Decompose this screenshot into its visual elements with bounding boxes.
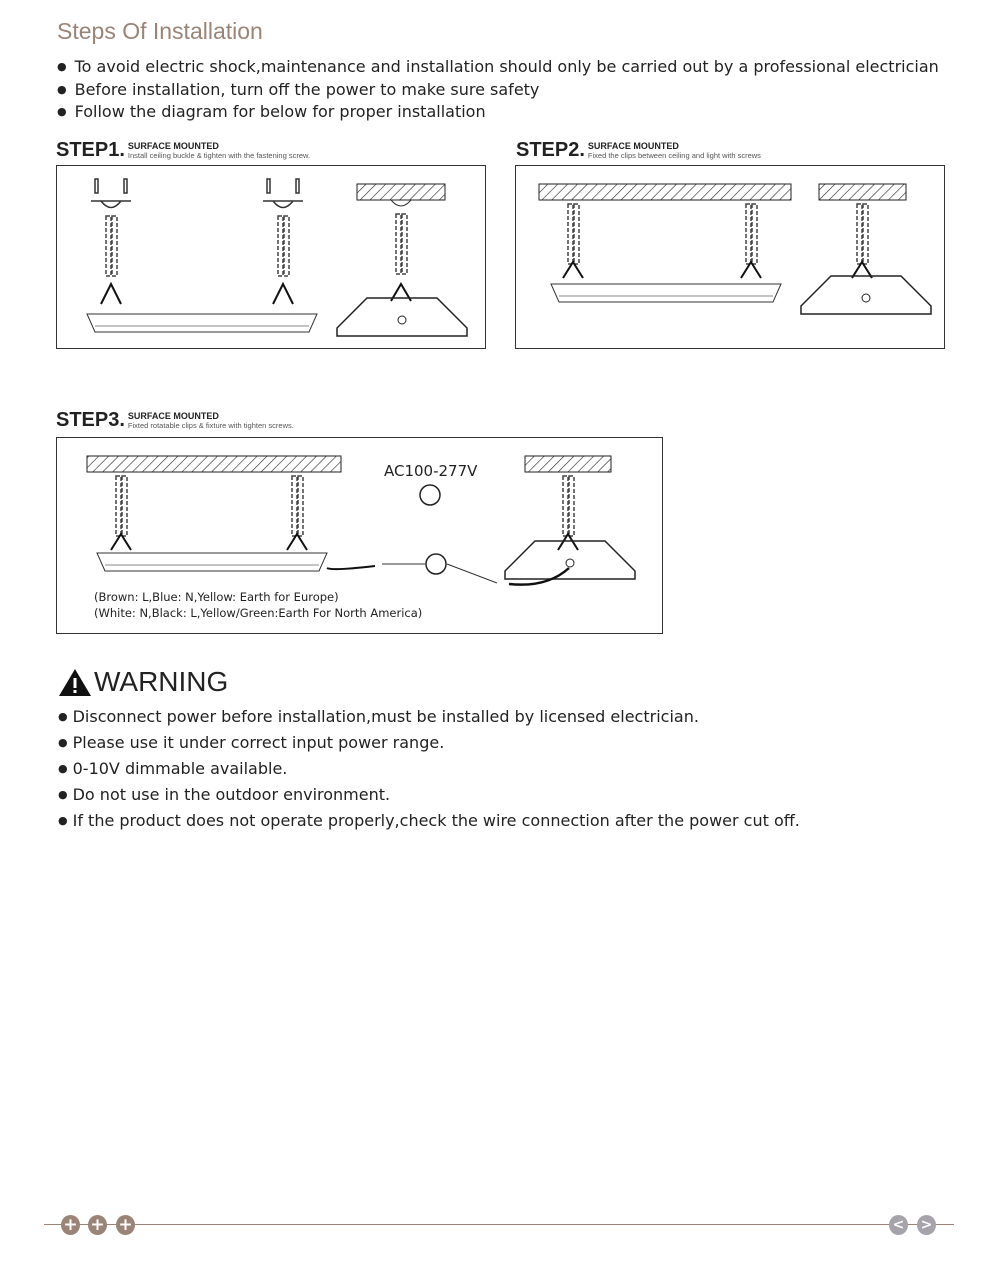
intro-bullet: ● To avoid electric shock,maintenance and installation should only be carried out by a professional electrician xyxy=(57,57,939,80)
step-number: STEP1. xyxy=(56,139,125,161)
step-desc: Install ceiling buckle & tighten with the fastening screw. xyxy=(127,151,311,160)
step-type: SURFACE MOUNTED xyxy=(127,141,219,151)
warning-item: ● Disconnect power before installation,must be installed by licensed electrician. xyxy=(58,705,800,731)
step2-label xyxy=(516,140,761,160)
wiring-note-north-america: (White: N,Black: L,Yellow/Green:Earth For North America) xyxy=(94,606,423,620)
warning-icon xyxy=(58,667,92,697)
warning-heading xyxy=(58,666,228,698)
warning-item: ● Please use it under correct input power range. xyxy=(58,731,800,757)
chevron-right-icon[interactable]: > xyxy=(917,1215,936,1235)
footer-rule xyxy=(44,1224,954,1225)
step-type: SURFACE MOUNTED xyxy=(587,141,679,151)
chevron-left-icon[interactable]: < xyxy=(889,1215,908,1235)
page-title: Steps Of Installation xyxy=(57,18,263,44)
intro-bullet: ● Follow the diagram for below for proper installation xyxy=(57,102,939,125)
warning-list xyxy=(58,705,800,835)
intro-bullet: ● Before installation, turn off the power to make sure safety xyxy=(57,80,939,103)
step1-diagram xyxy=(56,165,486,349)
step-number: STEP2. xyxy=(516,139,585,161)
warning-item: ● Do not use in the outdoor environment. xyxy=(58,783,800,809)
plus-icon: + xyxy=(88,1215,107,1235)
plus-icon: + xyxy=(116,1215,135,1235)
plus-icon: + xyxy=(61,1215,80,1235)
step-number: STEP3. xyxy=(56,409,125,431)
intro-list xyxy=(57,57,939,125)
warning-title: WARNING xyxy=(94,666,229,697)
voltage-label: AC100-277V xyxy=(384,462,478,480)
step-desc: Fixted rotatable clips & fixture with tighten screws. xyxy=(127,421,294,430)
step3-label xyxy=(56,410,294,430)
step1-label xyxy=(56,140,310,160)
wiring-notes xyxy=(94,589,422,621)
step-type: SURFACE MOUNTED xyxy=(127,411,219,421)
step2-diagram xyxy=(515,165,945,349)
wiring-note-europe: (Brown: L,Blue: N,Yellow: Earth for Europe) xyxy=(94,590,339,604)
warning-item: ● If the product does not operate properly,check the wire connection after the power cut off. xyxy=(58,809,800,835)
step-desc: Fixed the clips between ceiling and light with screws xyxy=(587,151,761,160)
warning-item: ● 0-10V dimmable available. xyxy=(58,757,800,783)
